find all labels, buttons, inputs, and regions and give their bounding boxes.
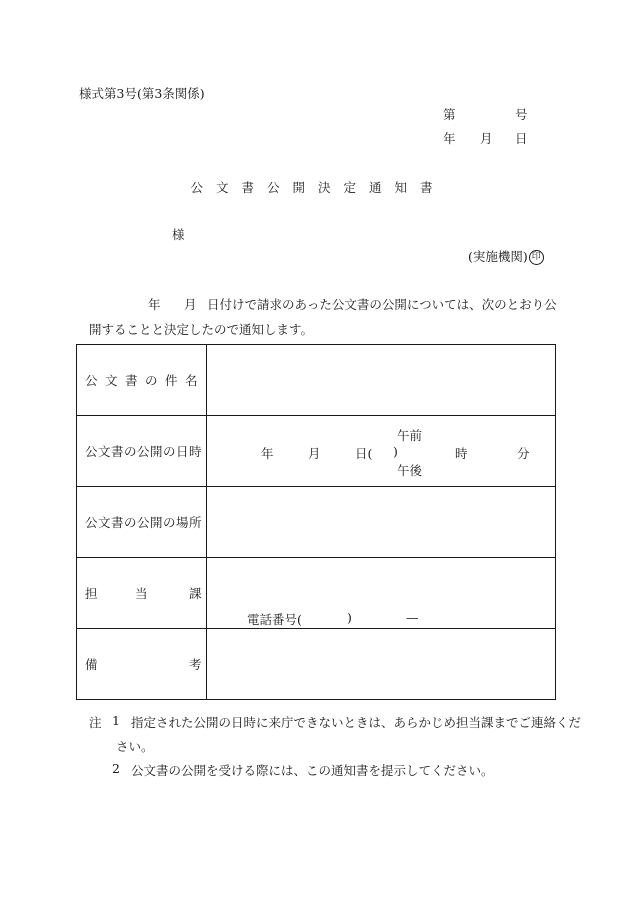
table-row-place: [77, 487, 555, 558]
issue-date-day: 日: [515, 131, 528, 146]
datetime-minute: 分: [517, 446, 530, 461]
datetime-month: 月: [308, 446, 321, 461]
document-number-label: 第: [443, 107, 456, 122]
disclosure-table: [76, 344, 556, 700]
note-1-line2: さい。: [116, 739, 154, 754]
issuer-label: (実施機関): [468, 249, 528, 264]
intro-line2: 開することと決定したので通知します。: [89, 322, 314, 337]
datetime-pm: 午後: [397, 463, 423, 478]
addressee-honorific: 様: [172, 227, 185, 242]
form-number: 様式第3号(第3条関係): [79, 86, 205, 101]
intro-year: 年: [148, 297, 161, 312]
subject-label-cell: [77, 345, 207, 415]
subject-value-cell: [207, 345, 555, 415]
datetime-close-paren: ): [393, 444, 398, 459]
subject-label: 公文書の件名: [85, 373, 206, 388]
note-2-number: 2: [112, 761, 120, 776]
remarks-label-char-2: 考: [189, 657, 202, 672]
datetime-label-cell: [77, 416, 207, 486]
document-number-suffix: 号: [515, 107, 528, 122]
intro-line1: 日付けで請求のあった公文書の公開については、次のとおり公: [207, 297, 557, 312]
department-label-cell: [77, 558, 207, 628]
datetime-hour: 時: [455, 446, 468, 461]
phone-dash: —: [406, 610, 419, 625]
department-label-char-3: 課: [189, 586, 202, 601]
note-2-text: 公文書の公開を受ける際には、この通知書を提示してください。: [131, 763, 494, 778]
department-value-cell: [207, 558, 555, 628]
remarks-value-cell: [207, 629, 555, 699]
place-value-cell: [207, 487, 555, 557]
remarks-label-char-1: 備: [85, 657, 98, 672]
note-1-line1: 指定された公開の日時に来庁できないときは、あらかじめ担当課までご連絡くだ: [131, 715, 582, 730]
note-1-number: 1: [112, 713, 120, 728]
issue-date-month: 月: [480, 131, 493, 146]
phone-close-paren: ): [347, 610, 352, 625]
issuer-line: [468, 247, 544, 265]
datetime-year: 年: [261, 446, 274, 461]
notes-prefix: 注: [89, 715, 102, 730]
remarks-label-cell: [77, 629, 207, 699]
place-label: 公文書の公開の場所: [85, 515, 203, 530]
datetime-label: 公文書の公開の日時: [85, 444, 203, 459]
department-label-char-2: 当: [135, 586, 148, 601]
table-row-department: [77, 558, 555, 629]
table-row-datetime: [77, 416, 555, 487]
document-title: 公文書公開決定通知書: [190, 180, 446, 195]
datetime-day: 日(: [355, 446, 373, 461]
place-label-cell: [77, 487, 207, 557]
table-row-subject: [77, 345, 555, 416]
datetime-am: 午前: [397, 428, 423, 443]
datetime-value-cell: [207, 416, 555, 486]
intro-month: 月: [184, 297, 197, 312]
table-row-remarks: [77, 629, 555, 699]
department-label-char-1: 担: [85, 586, 98, 601]
seal-stamp-icon: 印: [529, 250, 544, 265]
phone-label: 電話番号(: [247, 612, 302, 627]
issue-date-year: 年: [443, 131, 456, 146]
